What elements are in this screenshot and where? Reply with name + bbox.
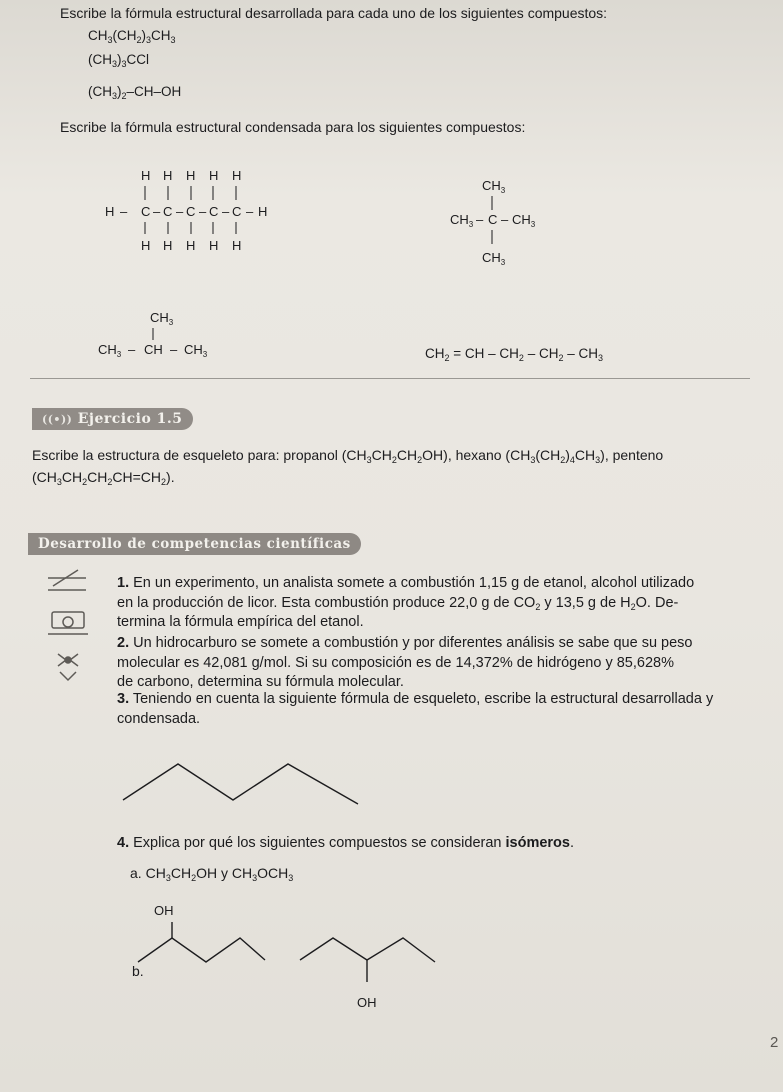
competencias-banner: Desarrollo de competencias científicas [28,533,361,555]
svg-text:H: H [186,238,196,253]
svg-text:H: H [141,168,151,183]
q3-skeletal-formula [118,752,368,812]
svg-text:C: C [186,204,196,219]
svg-text:–: – [222,204,230,219]
svg-text:H: H [105,204,115,219]
item-b-label: b. [132,963,144,979]
svg-text:CH3: $CH_3$ [512,212,536,229]
svg-text:CH3: $CH_3$ [450,212,474,229]
svg-text:CH3: $CH_3$ [482,178,506,195]
exercise-text: Escribe la estructura de esqueleto para: propanol $(CH_3CH_2CH_2OH)$, hexano $(CH_3(CH_2)_4CH_3)$, penteno [32,447,664,465]
svg-text:CH3: $CH_3$ [150,310,174,327]
svg-text:CH3: $CH_3$ [98,342,122,359]
formula-tbutyl-chloride: $(CH_3)_3CCl$ [88,52,150,69]
svg-text:CH3: $CH_3$ [482,250,506,267]
pentan-3-ol-skeletal [295,932,445,992]
question-2: 2. Un hidrocarburo se somete a combustión y por diferentes análisis se sabe que su peso molecular es 42,081 g/mol. Si su composición es de 14,372% de hidrógeno y 85,628% de carbono, determina su fórmula molecular. [117,635,693,690]
section2-instruction: Escribe la fórmula estructural condensada para los siguientes compuestos: [60,119,526,135]
svg-text:C: C [488,212,498,227]
section1-instruction: Escribe la fórmula estructural desarrollada para cada uno de los siguientes compuestos: [60,5,608,21]
svg-text:H: H [163,238,173,253]
svg-text:C: C [141,204,151,219]
section-divider [30,378,750,379]
svg-text:CH: CH [144,342,163,357]
svg-text:C: C [163,204,173,219]
svg-text:H: H [163,168,173,183]
svg-text:–: – [199,204,207,219]
svg-text:–: – [128,342,136,357]
svg-text:–: – [176,204,184,219]
svg-text:–: – [476,212,484,227]
pentene-formula: $CH_2$ = CH – $CH_2 - CH_2 - CH_3$ [425,346,603,363]
svg-text:–: – [501,212,509,227]
svg-text:H: H [232,238,242,253]
svg-text:H: H [141,238,151,253]
svg-text:CH3: $CH_3$ [184,342,208,359]
audio-icon: ((•)) [42,413,73,426]
formula-pentane: $CH_3(CH_2)_3CH_3$ [88,28,176,45]
butan-2-ol-skeletal [130,918,270,968]
svg-text:H: H [209,238,219,253]
exercise-text-line2: $(CH_3CH_2CH_2CH=CH_2)$. [32,469,175,487]
competency-icons [38,568,98,698]
svg-text:H: H [186,168,196,183]
question-4: 4. Explica por qué los siguientes compuestos se consideran isómeros. [117,835,575,851]
formula-isopropanol: $(CH_3)_2-CH-OH$ [88,84,182,101]
pentane-structural-formula [100,162,320,262]
svg-text:H: H [209,168,219,183]
svg-text:C: C [232,204,242,219]
svg-text:–: – [120,204,128,219]
svg-text:H: H [258,204,268,219]
oh-label-2: OH [357,995,377,1010]
svg-text:–: – [153,204,161,219]
question-1: 1. En un experimento, un analista somete a combustión 1,15 g de etanol, alcohol utilizado en la producción de licor. Esta combustión produce 22,0 g de $CO_2$ y 13,5 g de $H_2O$. De- termina la fórmula empírica del etanol. [117,575,695,630]
svg-text:–: – [170,342,178,357]
exercise-banner: ((•)) Ejercicio 1.5 [32,408,193,430]
page-number: 2 [770,1034,779,1051]
svg-text:H: H [232,168,242,183]
neopentane-structural-formula [450,178,570,278]
isobutane-structural-formula [98,308,238,368]
svg-text:C: C [209,204,219,219]
question-3: 3. Teniendo en cuenta la siguiente fórmula de esqueleto, escribe la estructural desarrollada y condensada. [117,691,714,727]
oh-label-1: OH [154,903,174,918]
item-a: a. $CH_3CH_2OH$ y $CH_3OCH_3$ [130,865,294,883]
svg-text:–: – [246,204,254,219]
